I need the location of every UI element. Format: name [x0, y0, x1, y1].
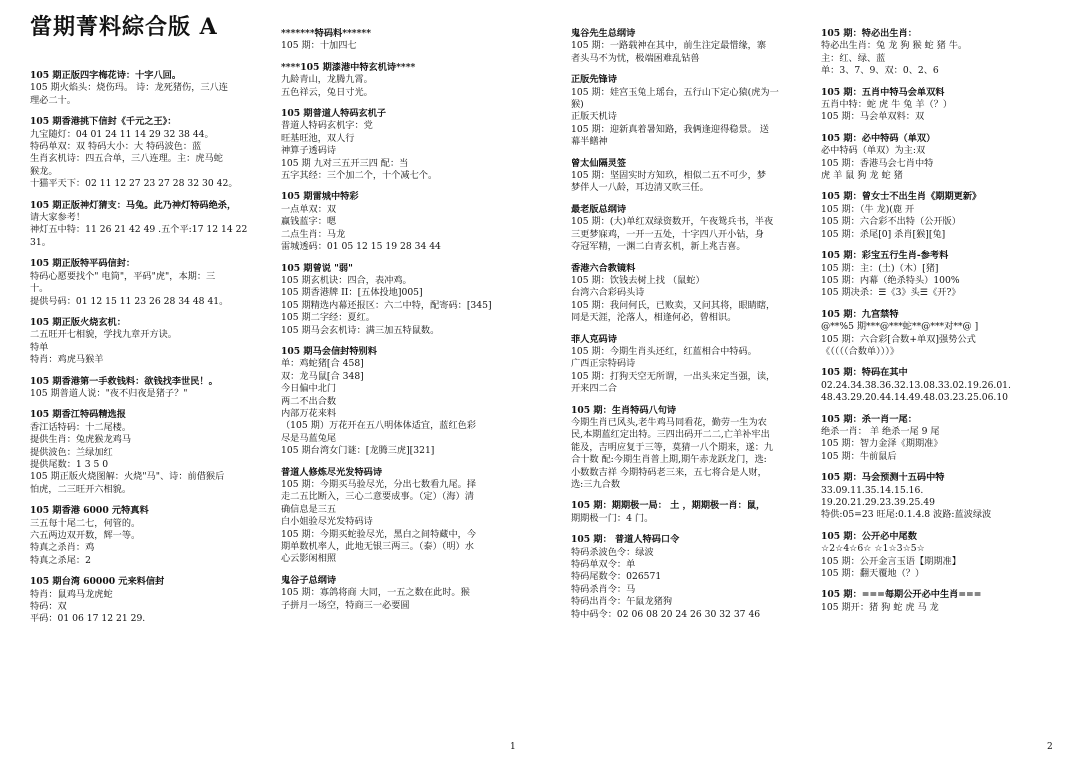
- page-number: 2: [1047, 742, 1053, 752]
- text-line: 绝杀一肖： 羊 绝杀一尾 9 尾: [821, 425, 940, 437]
- text-line: 105 期：六合彩[合数+单双]强势公式: [821, 333, 976, 345]
- column-2: [281, 28, 526, 621]
- text-line: 特肖：鸡虎马猴羊: [30, 354, 104, 366]
- text-line: 105 期：今期生肖头还红，红蓝相合中特码。: [571, 345, 757, 357]
- block-heading: 正版先锋诗: [571, 74, 617, 86]
- text-line: 特中码令：02 06 08 20 24 26 30 32 37 46: [571, 608, 761, 620]
- text-line: 者头马不为忧，极端困难乱钻兽: [571, 52, 700, 64]
- text-line: 提供号码：01 12 15 11 23 26 28 34 48 41。: [30, 295, 229, 307]
- text-line: 105 期香港牌 II：[五体投地]005]: [281, 287, 423, 299]
- text-block: [821, 414, 1066, 464]
- text-line: 梦伴人一八龄，耳边清又吹三任。: [571, 182, 709, 194]
- block-heading: 105 期香港第一手救钱料：欲钱找李世民！。: [30, 375, 218, 387]
- text-block: [571, 158, 816, 195]
- block-heading: 105 期：五肖中特马会单双料: [821, 86, 945, 98]
- block-heading: 105 期：特必出生肖：: [821, 28, 917, 39]
- text-line: 31。: [30, 236, 51, 248]
- text-line: 19.20.21.29.23.39.25.49: [821, 497, 935, 508]
- text-block: [821, 472, 1066, 522]
- text-line: 主：红、绿、蓝: [821, 52, 886, 64]
- text-line: 同是天涯，沦落人，相逢何必，曾相识。: [571, 312, 737, 324]
- text-line: 105 期正版火烧图解：火烧"马"、诗：前借猴后: [30, 471, 225, 483]
- column-4: [821, 28, 1066, 623]
- text-line: 正版天机诗: [571, 111, 617, 123]
- text-block: [571, 204, 816, 254]
- text-line: 神算子透码诗: [281, 145, 337, 157]
- text-line: 平码：01 06 17 12 21 29.: [30, 613, 146, 625]
- text-line: 九龄青山，龙腾九霄。: [281, 74, 373, 86]
- text-line: 心云影闲相照: [281, 553, 337, 565]
- text-line: 提供生肖：兔虎猴龙鸡马: [30, 434, 132, 446]
- text-line: 九宝随灯：04 01 24 11 14 29 32 38 44。: [30, 128, 214, 140]
- page-title: 當期菁料綜合版 A: [30, 14, 218, 40]
- text-line: 33.09.11.35.14.15.16.: [821, 484, 924, 496]
- text-line: 105 期普道人说："夜不归夜是猪子？": [30, 387, 188, 399]
- block-heading: 105 期：杀一肖一尾：: [821, 413, 917, 425]
- block-heading: 最老版总纲诗: [571, 203, 627, 215]
- text-line: 105 期：打狗天空无所谓，一出头来定当强，读，: [571, 370, 776, 382]
- text-block: [30, 376, 270, 401]
- text-line: 夺冠军精，一渊二白青玄机，新上兆吉喜。: [571, 241, 746, 253]
- block-heading: 105 期普道人特码玄机子: [281, 108, 387, 120]
- text-block: [281, 346, 526, 458]
- block-heading: 105 期：特码在其中: [821, 367, 908, 379]
- text-line: 105 期：杀尾[0] 杀肖[猴][兔]: [821, 228, 946, 240]
- text-line: 105 期决杀：☰《3》头☰《开?》: [821, 287, 961, 299]
- text-block: [821, 28, 1066, 78]
- text-line: 特码心愿要找个" 电筒"，平码"虎"，本期：三: [30, 270, 216, 282]
- block-heading: 105 期：曾女士不出生肖《期期更新》: [821, 191, 982, 203]
- text-line: 单：鸡蛇猪[合 458]: [281, 358, 364, 370]
- block-heading: 鬼谷子总纲诗: [281, 574, 337, 586]
- text-block: [821, 133, 1066, 183]
- text-line: 尽是马蓝兔尾: [281, 432, 337, 444]
- block-heading: 菲人克码诗: [571, 333, 617, 345]
- text-line: 三更梦寐鸡，一开一五处，十字四八开小钻，身: [571, 228, 764, 240]
- text-line: 六五两边双开数，辉一等。: [30, 530, 141, 541]
- text-block: [571, 534, 816, 621]
- text-line: 单：3、7、9、双：0、2、6: [821, 65, 939, 77]
- text-block: [281, 28, 526, 53]
- text-line: 105 期：（牛 龙)(鹿 开: [821, 203, 915, 215]
- text-line: 请大家参考！: [30, 212, 86, 224]
- text-block: [821, 191, 1066, 241]
- text-block: [821, 589, 1066, 614]
- text-line: 今期生肖已风头,老牛鸡马同看花，勤劳一生为农: [571, 416, 767, 428]
- block-heading: 105 期：期期极一局： 土 ，期期极一肖：鼠，: [571, 500, 766, 512]
- text-line: 105 期：我问何氏，已败卖，又问其将，眼睛瞎，: [571, 299, 776, 311]
- text-line: 幕半鳝神: [571, 136, 608, 148]
- text-line: 必中特码（单双）为主:双: [821, 145, 926, 157]
- text-line: 猴): [571, 99, 584, 111]
- text-line: 怕虎，二三旺开六相貌。: [30, 483, 132, 495]
- text-line: 五肖中特：蛇 虎 牛 兔 羊（？）: [821, 99, 953, 111]
- text-line: 105 期：内幕（绝杀特头）100%: [821, 274, 960, 286]
- block-heading: 105 期正版火烧玄机：: [30, 316, 126, 328]
- text-line: 提供尾数：1 3 5 0: [30, 458, 109, 470]
- text-line: 今日偏中北门: [281, 383, 337, 395]
- text-line: 105 期：今期买蛇验尽光，黑白之间特藏中，今: [281, 528, 477, 540]
- text-line: 确信息是三五: [281, 503, 337, 515]
- block-heading: 105 期正版神灯猜支：马兔。此乃神灯特码绝杀，: [30, 199, 237, 211]
- block-heading: ****105 期漆港中特玄机诗****: [281, 61, 416, 73]
- text-line: 期期极一门：4 门。: [571, 512, 654, 524]
- block-heading: 105 期：生肖特码八句诗: [571, 404, 677, 416]
- page-right: [545, 0, 1080, 762]
- text-line: 民,本期蓝红定出特。三四出码开二二,亡羊补牢出: [571, 429, 770, 441]
- block-heading: 105 期：===每期公开必中生肖===: [821, 589, 982, 601]
- text-line: 内部万花来料: [281, 407, 337, 419]
- text-block: [571, 500, 816, 525]
- text-line: 特码单双：双 特码大小：大 特码波色：蓝: [30, 141, 202, 153]
- text-line: 小数数吉祥 今期特码老三来，五七将合是人财，: [571, 466, 767, 478]
- text-block: [30, 200, 270, 250]
- block-heading: 105 期：公开必中尾数: [821, 530, 917, 542]
- text-block: [571, 405, 816, 492]
- text-line: 白小姐验尽光发特码诗: [281, 516, 373, 528]
- text-line: 特码杀波色令：绿波: [571, 546, 654, 558]
- text-block: [821, 250, 1066, 300]
- block-heading: 105 期雷城中特彩: [281, 191, 359, 203]
- text-block: [30, 409, 270, 496]
- text-line: 105 期：迎新真着暑知路，我俩逢迎得稳景。 送: [571, 123, 769, 135]
- block-heading: 105 期：马会预测十五码中特: [821, 472, 945, 484]
- text-block: [571, 334, 816, 396]
- text-line: 特供:05=23 旺尾:0.1.4.8 波路:蓝波绿波: [821, 509, 992, 521]
- block-heading: 香港六合教镜料: [571, 262, 636, 274]
- text-line: 105 期：一路载神在其中，前生注定最惜缘，寨: [571, 40, 767, 52]
- text-block: [571, 28, 816, 65]
- block-heading: 105 期正版特平码信封：: [30, 258, 136, 270]
- text-line: 特码：双: [30, 601, 67, 613]
- text-line: 特码杀肖令：马: [571, 583, 636, 595]
- text-line: 理必二十。: [30, 94, 76, 106]
- text-line: 特码尾数令：026571: [571, 571, 662, 583]
- text-block: [281, 575, 526, 612]
- text-line: 神灯五中特：11 26 21 42 49 .五个平:17 12 14 22: [30, 224, 248, 236]
- text-line: 105 期火焰头：烧伤玛。 诗：龙死猪伤，三八连: [30, 82, 228, 94]
- text-line: 特码出肖令：午鼠龙猪狗: [571, 596, 673, 608]
- text-line: 广西正宗特码诗: [571, 358, 636, 370]
- text-line: 02.24.34.38.36.32.13.08.33.02.19.26.01.: [821, 379, 1011, 391]
- text-block: [281, 191, 526, 253]
- block-heading: *******特码料******: [281, 28, 372, 39]
- text-block: [281, 62, 526, 99]
- text-line: 五色祥云，兔日寸光。: [281, 86, 373, 98]
- text-line: 105 期：坚固实时方知玖，相似二五不可少，梦: [571, 170, 767, 182]
- text-line: 提供波色：兰绿加红: [30, 446, 113, 458]
- text-line: 105 期：牛前鼠后: [821, 450, 897, 462]
- text-block: [571, 74, 816, 148]
- text-block: [571, 263, 816, 325]
- block-heading: 曾太仙隔灵签: [571, 157, 627, 169]
- text-line: 105 期：主：(土)（木）[猪]: [821, 262, 939, 274]
- text-line: 特码单双令：单: [571, 559, 636, 571]
- text-block: [30, 505, 270, 567]
- text-block: [30, 258, 270, 308]
- text-line: 二点生肖：马龙: [281, 228, 346, 240]
- block-heading: 105 期曾说 "弱": [281, 262, 353, 274]
- text-line: 开来四二合: [571, 383, 617, 395]
- text-line: 特真之杀肖：鸡: [30, 542, 95, 554]
- block-heading: 105 期：九宫禁特: [821, 308, 899, 320]
- block-heading: 鬼谷先生总纲诗: [571, 28, 636, 39]
- text-line: 105 期：香港马会七肖中特: [821, 157, 934, 169]
- text-line: 普道人特码玄机字：党: [281, 120, 373, 132]
- text-line: 生肖玄机诗：四五合单，三八连理。主：虎马蛇: [30, 153, 223, 165]
- text-block: [30, 70, 270, 107]
- text-line: 105 期：今期买马验尽光，分出七数看九尾。择: [281, 479, 477, 490]
- text-line: 《（（（（合数单）））》: [821, 345, 900, 357]
- block-heading: 105 期马会信封特别料: [281, 345, 377, 357]
- block-heading: 105 期香江特码精选报: [30, 409, 126, 421]
- text-line: 能及，吉明应复于三等，莫猜一八个期来，遂：九: [571, 441, 774, 453]
- text-line: 赢钱蓝字：嗯: [281, 216, 337, 228]
- text-block: [821, 367, 1066, 404]
- block-heading: 105 期香港挑下信封《千元之王》：: [30, 116, 177, 128]
- text-block: [30, 116, 270, 190]
- text-line: 香江话特码：十二尾楼。: [30, 421, 132, 433]
- text-line: 特单: [30, 341, 49, 353]
- text-block: [281, 467, 526, 566]
- text-line: 105 期开：猪 狗 蛇 虎 马 龙: [821, 601, 939, 613]
- text-block: [30, 576, 270, 626]
- block-heading: 105 期正版四字梅花诗：十字八回。: [30, 70, 182, 81]
- text-line: 二五旺开七相貌，学找九章开方诀。: [30, 329, 177, 341]
- text-line: 三五每十尾二七，何管的。: [30, 517, 141, 529]
- block-heading: 105 期：必中特码（单双）: [821, 132, 936, 144]
- text-line: 105 期：公开金言玉语【期期准】: [821, 555, 961, 567]
- text-line: 子拼月一场空，特商三一必要圆: [281, 599, 410, 611]
- text-line: 双：龙马鼠[合 348]: [281, 370, 364, 382]
- text-line: 特真之杀尾：2: [30, 554, 91, 566]
- block-heading: 105 期：彩宝五行生肖-参考料: [821, 250, 949, 262]
- text-line: 105 期马会玄机诗：满三加五特鼠数。: [281, 324, 440, 336]
- text-line: 旺基旺池，双人行: [281, 132, 355, 144]
- text-line: 合十数 配:今期生肖普上期,期午赤龙跃龙门，选:: [571, 454, 767, 466]
- text-line: 105 期：饮钱去树上找 （鼠蛇）: [571, 274, 705, 286]
- column-1: [30, 70, 270, 635]
- text-line: 十猫平天下：02 11 12 27 23 27 28 32 30 42。: [30, 178, 238, 190]
- text-line: 105 期精选内幕还报区：六二中特，配寄码：[345]: [281, 299, 492, 311]
- text-line: 105 期二字经：夏红。: [281, 312, 375, 324]
- text-line: 105 期：六合彩不出特（公开版）: [821, 216, 961, 228]
- text-block: [821, 309, 1066, 359]
- text-block: [821, 531, 1066, 581]
- text-line: 走二五比断入，三心二意要成事。（定）（海）清: [281, 491, 474, 503]
- block-heading: 105 期香港 6000 元特真料: [30, 505, 149, 517]
- text-line: 105 期：娃宫玉兔上瑶台，五行山下定心猿(虎为一: [571, 86, 779, 98]
- text-line: 105 期：翻天覆地（？）: [821, 568, 925, 580]
- text-line: 五字其经：三个加二个，十个减七个。: [281, 170, 438, 182]
- text-line: 105 期：马会单双料：双: [821, 111, 925, 123]
- text-line: 105 期：十加四七: [281, 40, 357, 52]
- text-line: 雷城透码：01 05 12 15 19 28 34 44: [281, 241, 441, 253]
- text-block: [281, 263, 526, 337]
- block-heading: 105 期： 普道人特码口令: [571, 534, 680, 546]
- text-block: [281, 108, 526, 182]
- text-line: 选:三九合数: [571, 479, 621, 490]
- text-line: 105 期 九对三五开三四 配：当: [281, 157, 409, 169]
- text-line: 105 期台湾女门谜：[龙腾三虎][321]: [281, 445, 435, 457]
- text-line: （105 期）万花开在五八明体体适宜，蓝红色彩: [281, 420, 477, 432]
- text-line: 期单数机率人，此地无银三两三。（泰）（明）水: [281, 541, 474, 553]
- gutter: [537, 0, 541, 762]
- text-line: 105 期：智力金泽《期期准》: [821, 438, 943, 450]
- text-line: 一点单双：双: [281, 203, 337, 215]
- text-block: [821, 87, 1066, 124]
- text-line: 台湾六合彩码头诗: [571, 287, 645, 299]
- text-line: 虎 羊 鼠 狗 龙 蛇 猪: [821, 170, 903, 182]
- block-heading: 普道人修炼尽光发特码诗: [281, 466, 383, 478]
- text-block: [30, 317, 270, 367]
- page-left: [0, 0, 535, 762]
- block-heading: 105 期台湾 60000 元来料信封: [30, 576, 165, 588]
- text-line: 48.43.29.20.44.14.49.48.03.23.25.06.10: [821, 392, 1009, 404]
- column-3: [571, 28, 816, 630]
- text-line: 猴龙。: [30, 165, 58, 177]
- text-line: 特必出生肖：兔 龙 狗 猴 蛇 猪 牛。: [821, 40, 968, 52]
- text-line: 十。: [30, 283, 49, 295]
- page-number: 1: [510, 742, 516, 752]
- text-line: @**%5 期***@***蛇**@***对**@ ]: [821, 321, 979, 333]
- text-line: 105 期：寡鸽将商 大同，一五之数在此时。猴: [281, 587, 470, 599]
- text-line: 105 期玄机诀：四合，表冲鸡。: [281, 274, 412, 286]
- text-line: ☆2☆4☆6☆ ☆1☆3☆5☆: [821, 543, 925, 555]
- text-line: 105 期：(大)单红双绿资数开，午夜鸳兵书，半夜: [571, 216, 774, 228]
- text-line: 特肖：鼠鸡马龙虎蛇: [30, 588, 113, 600]
- text-line: 两二不出合数: [281, 395, 337, 407]
